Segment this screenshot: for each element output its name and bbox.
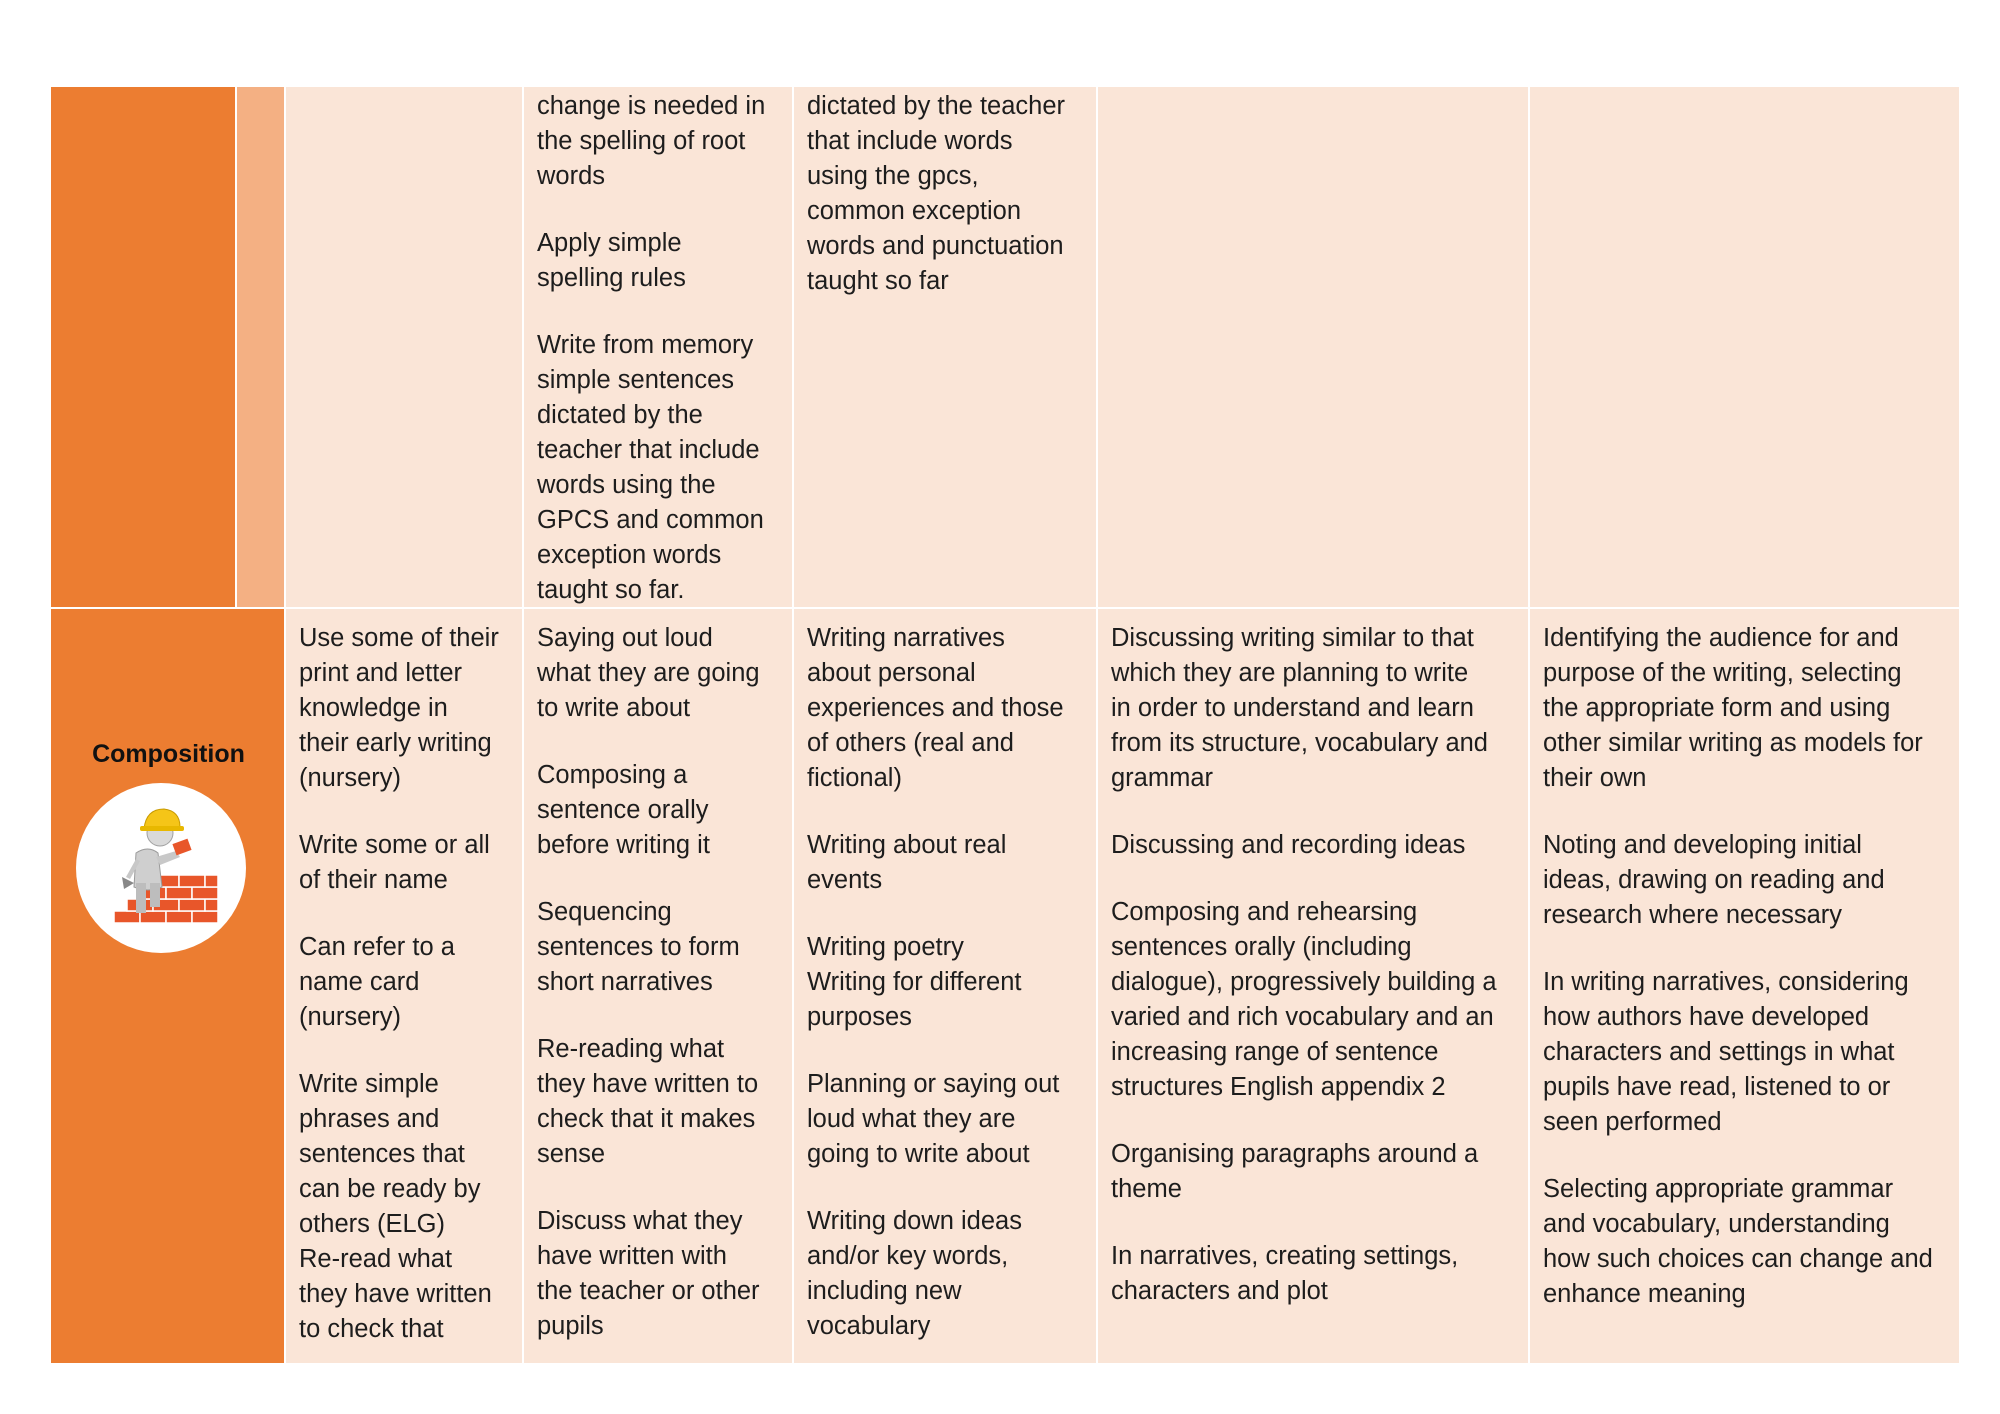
cell-text-line: the spelling of root bbox=[537, 127, 746, 155]
cell-text-line: phrases and bbox=[299, 1105, 440, 1133]
cell-text-line: In writing narratives, considering bbox=[1543, 968, 1909, 996]
row1-sub-cell bbox=[237, 87, 286, 609]
cell-text-line: from its structure, vocabulary and bbox=[1111, 729, 1488, 757]
cell-text-line: taught so far bbox=[807, 267, 949, 295]
cell-text-line: other similar writing as models for bbox=[1543, 729, 1923, 757]
composition-strand-cell bbox=[51, 609, 286, 1363]
cell-text-line: including new bbox=[807, 1277, 962, 1305]
cell-paragraph bbox=[537, 1204, 782, 1344]
cell-paragraph bbox=[1111, 1239, 1518, 1309]
composition-col1-text bbox=[286, 609, 522, 1347]
cell-text-line: Sequencing bbox=[537, 898, 672, 926]
cell-text-line: check that it makes bbox=[537, 1105, 756, 1133]
cell-paragraph bbox=[807, 828, 1086, 898]
cell-text-line: using the gpcs, bbox=[807, 162, 979, 190]
cell-text-line: (nursery) bbox=[299, 1003, 402, 1031]
cell-text-line: words using the bbox=[537, 471, 716, 499]
cell-text-line: short narratives bbox=[537, 968, 713, 996]
composition-col1-cell bbox=[286, 609, 524, 1363]
cell-text-line: and vocabulary, understanding bbox=[1543, 1210, 1890, 1238]
cell-text-line: knowledge in bbox=[299, 694, 448, 722]
composition-label: Composition bbox=[92, 740, 245, 768]
cell-paragraph bbox=[537, 758, 782, 863]
composition-col5-cell bbox=[1530, 609, 1959, 1363]
builder-laying-bricks-icon bbox=[76, 783, 246, 953]
cell-text-line: Selecting appropriate grammar bbox=[1543, 1175, 1894, 1203]
cell-text-line: Discussing writing similar to that bbox=[1111, 624, 1474, 652]
cell-text-line: characters and plot bbox=[1111, 1277, 1328, 1305]
cell-text-line: fictional) bbox=[807, 764, 902, 792]
cell-text-line: the teacher or other bbox=[537, 1277, 760, 1305]
cell-text-line: about personal bbox=[807, 659, 976, 687]
cell-text-line: print and letter bbox=[299, 659, 463, 687]
cell-text-line: enhance meaning bbox=[1543, 1280, 1746, 1308]
row1-col5-cell bbox=[1530, 87, 1959, 609]
cell-paragraph bbox=[807, 930, 1086, 1035]
cell-text-line: of others (real and bbox=[807, 729, 1014, 757]
row1-strand-cell bbox=[51, 87, 237, 609]
cell-text-line: dictated by the bbox=[537, 401, 703, 429]
cell-paragraph bbox=[807, 1204, 1086, 1344]
cell-text-line: sense bbox=[537, 1140, 606, 1168]
cell-paragraph bbox=[1543, 621, 1949, 796]
cell-text-line: Write from memory bbox=[537, 331, 754, 359]
cell-text-line: going to write about bbox=[807, 1140, 1030, 1168]
composition-col3-cell bbox=[794, 609, 1098, 1363]
cell-paragraph bbox=[807, 89, 1086, 299]
cell-paragraph bbox=[299, 828, 512, 898]
cell-text-line: to check that bbox=[299, 1315, 444, 1343]
cell-text-line: they have written bbox=[299, 1280, 492, 1308]
cell-text-line: before writing it bbox=[537, 831, 710, 859]
cell-paragraph bbox=[1111, 621, 1518, 796]
cell-text-line: sentence orally bbox=[537, 796, 709, 824]
cell-text-line: taught so far. bbox=[537, 576, 685, 604]
cell-text-line: their own bbox=[1543, 764, 1647, 792]
cell-text-line: Write some or all bbox=[299, 831, 490, 859]
composition-col2-text bbox=[524, 609, 792, 1344]
cell-text-line: Writing about real bbox=[807, 831, 1007, 859]
cell-text-line: words and punctuation bbox=[807, 232, 1064, 260]
cell-text-line: dialogue), progressively building a bbox=[1111, 968, 1497, 996]
cell-text-line: Composing a bbox=[537, 761, 688, 789]
cell-text-line: GPCS and common bbox=[537, 506, 764, 534]
cell-text-line: Write simple bbox=[299, 1070, 439, 1098]
cell-text-line: Saying out loud bbox=[537, 624, 713, 652]
composition-col4-cell bbox=[1098, 609, 1530, 1363]
cell-text-line: words bbox=[537, 162, 606, 190]
cell-text-line: Writing down ideas bbox=[807, 1207, 1022, 1235]
cell-text-line: how such choices can change and bbox=[1543, 1245, 1933, 1273]
cell-text-line: sentences orally (including bbox=[1111, 933, 1412, 961]
cell-text-line: that include words bbox=[807, 127, 1013, 155]
row1-col3-cell bbox=[794, 87, 1098, 609]
cell-text-line: loud what they are bbox=[807, 1105, 1016, 1133]
cell-text-line: ideas, drawing on reading and bbox=[1543, 866, 1885, 894]
cell-text-line: simple sentences bbox=[537, 366, 735, 394]
cell-text-line: Discuss what they bbox=[537, 1207, 743, 1235]
cell-text-line: Writing for different bbox=[807, 968, 1022, 996]
row1-col3-text bbox=[794, 87, 1096, 299]
cell-text-line: Can refer to a bbox=[299, 933, 455, 961]
cell-paragraph bbox=[1111, 895, 1518, 1105]
composition-col4-text bbox=[1098, 609, 1528, 1309]
cell-paragraph bbox=[299, 621, 512, 796]
row1-col4-cell bbox=[1098, 87, 1530, 609]
cell-text-line: and/or key words, bbox=[807, 1242, 1009, 1270]
cell-text-line: seen performed bbox=[1543, 1108, 1722, 1136]
cell-text-line: name card bbox=[299, 968, 420, 996]
cell-text-line: exception words bbox=[537, 541, 722, 569]
cell-text-line: purpose of the writing, selecting bbox=[1543, 659, 1902, 687]
row1-col2-cell bbox=[524, 87, 794, 609]
cell-text-line: Writing narratives bbox=[807, 624, 1005, 652]
cell-text-line: they have written to bbox=[537, 1070, 759, 1098]
cell-text-line: events bbox=[807, 866, 883, 894]
cell-text-line: experiences and those bbox=[807, 694, 1064, 722]
cell-text-line: research where necessary bbox=[1543, 901, 1843, 929]
cell-text-line: Noting and developing initial bbox=[1543, 831, 1862, 859]
cell-text-line: the appropriate form and using bbox=[1543, 694, 1891, 722]
row1-col1-cell bbox=[286, 87, 524, 609]
cell-text-line: Organising paragraphs around a bbox=[1111, 1140, 1479, 1168]
cell-text-line: can be ready by bbox=[299, 1175, 481, 1203]
cell-text-line: pupils bbox=[537, 1312, 604, 1340]
cell-text-line: Use some of their bbox=[299, 624, 499, 652]
cell-text-line: spelling rules bbox=[537, 264, 686, 292]
cell-text-line: change is needed in bbox=[537, 92, 766, 120]
cell-text-line: have written with bbox=[537, 1242, 727, 1270]
cell-text-line: purposes bbox=[807, 1003, 912, 1031]
cell-text-line: their early writing bbox=[299, 729, 492, 757]
cell-text-line: of their name bbox=[299, 866, 448, 894]
cell-text-line: varied and rich vocabulary and an bbox=[1111, 1003, 1494, 1031]
cell-text-line: in order to understand and learn bbox=[1111, 694, 1474, 722]
cell-text-line: Discussing and recording ideas bbox=[1111, 831, 1466, 859]
cell-text-line: pupils have read, listened to or bbox=[1543, 1073, 1891, 1101]
cell-paragraph bbox=[537, 1032, 782, 1172]
cell-text-line: structures English appendix 2 bbox=[1111, 1073, 1446, 1101]
composition-col3-text bbox=[794, 609, 1096, 1344]
cell-text-line: which they are planning to write bbox=[1111, 659, 1469, 687]
cell-text-line: Writing poetry bbox=[807, 933, 964, 961]
cell-text-line: increasing range of sentence bbox=[1111, 1038, 1439, 1066]
row1-col2-text bbox=[524, 87, 792, 608]
cell-text-line: how authors have developed bbox=[1543, 1003, 1870, 1031]
cell-paragraph bbox=[537, 895, 782, 1000]
cell-text-line: what they are going bbox=[537, 659, 760, 687]
cell-text-line: sentences to form bbox=[537, 933, 740, 961]
cell-text-line: Re-read what bbox=[299, 1245, 453, 1273]
cell-text-line: Apply simple bbox=[537, 229, 682, 257]
cell-paragraph bbox=[537, 621, 782, 726]
cell-paragraph bbox=[807, 621, 1086, 796]
writing-curriculum-table bbox=[51, 87, 1959, 1363]
cell-text-line: Identifying the audience for and bbox=[1543, 624, 1899, 652]
composition-col2-cell bbox=[524, 609, 794, 1363]
composition-col5-text bbox=[1530, 609, 1959, 1312]
cell-paragraph bbox=[537, 328, 782, 608]
cell-text-line: vocabulary bbox=[807, 1312, 931, 1340]
cell-text-line: (nursery) bbox=[299, 764, 402, 792]
cell-text-line: Re-reading what bbox=[537, 1035, 725, 1063]
cell-paragraph bbox=[299, 1067, 512, 1347]
cell-paragraph bbox=[537, 89, 782, 194]
cell-paragraph bbox=[537, 226, 782, 296]
cell-paragraph bbox=[1543, 1172, 1949, 1312]
cell-text-line: sentences that bbox=[299, 1140, 465, 1168]
cell-text-line: In narratives, creating settings, bbox=[1111, 1242, 1459, 1270]
cell-text-line: grammar bbox=[1111, 764, 1214, 792]
cell-paragraph bbox=[299, 930, 512, 1035]
cell-text-line: dictated by the teacher bbox=[807, 92, 1066, 120]
cell-paragraph bbox=[1111, 828, 1518, 863]
cell-paragraph bbox=[1111, 1137, 1518, 1207]
cell-paragraph bbox=[1543, 828, 1949, 933]
cell-text-line: teacher that include bbox=[537, 436, 760, 464]
cell-text-line: Planning or saying out bbox=[807, 1070, 1060, 1098]
cell-text-line: characters and settings in what bbox=[1543, 1038, 1895, 1066]
cell-paragraph bbox=[807, 1067, 1086, 1172]
cell-text-line: common exception bbox=[807, 197, 1022, 225]
cell-text-line: Composing and rehearsing bbox=[1111, 898, 1418, 926]
cell-text-line: others (ELG) bbox=[299, 1210, 445, 1238]
cell-text-line: to write about bbox=[537, 694, 691, 722]
cell-text-line: theme bbox=[1111, 1175, 1182, 1203]
cell-paragraph bbox=[1543, 965, 1949, 1140]
